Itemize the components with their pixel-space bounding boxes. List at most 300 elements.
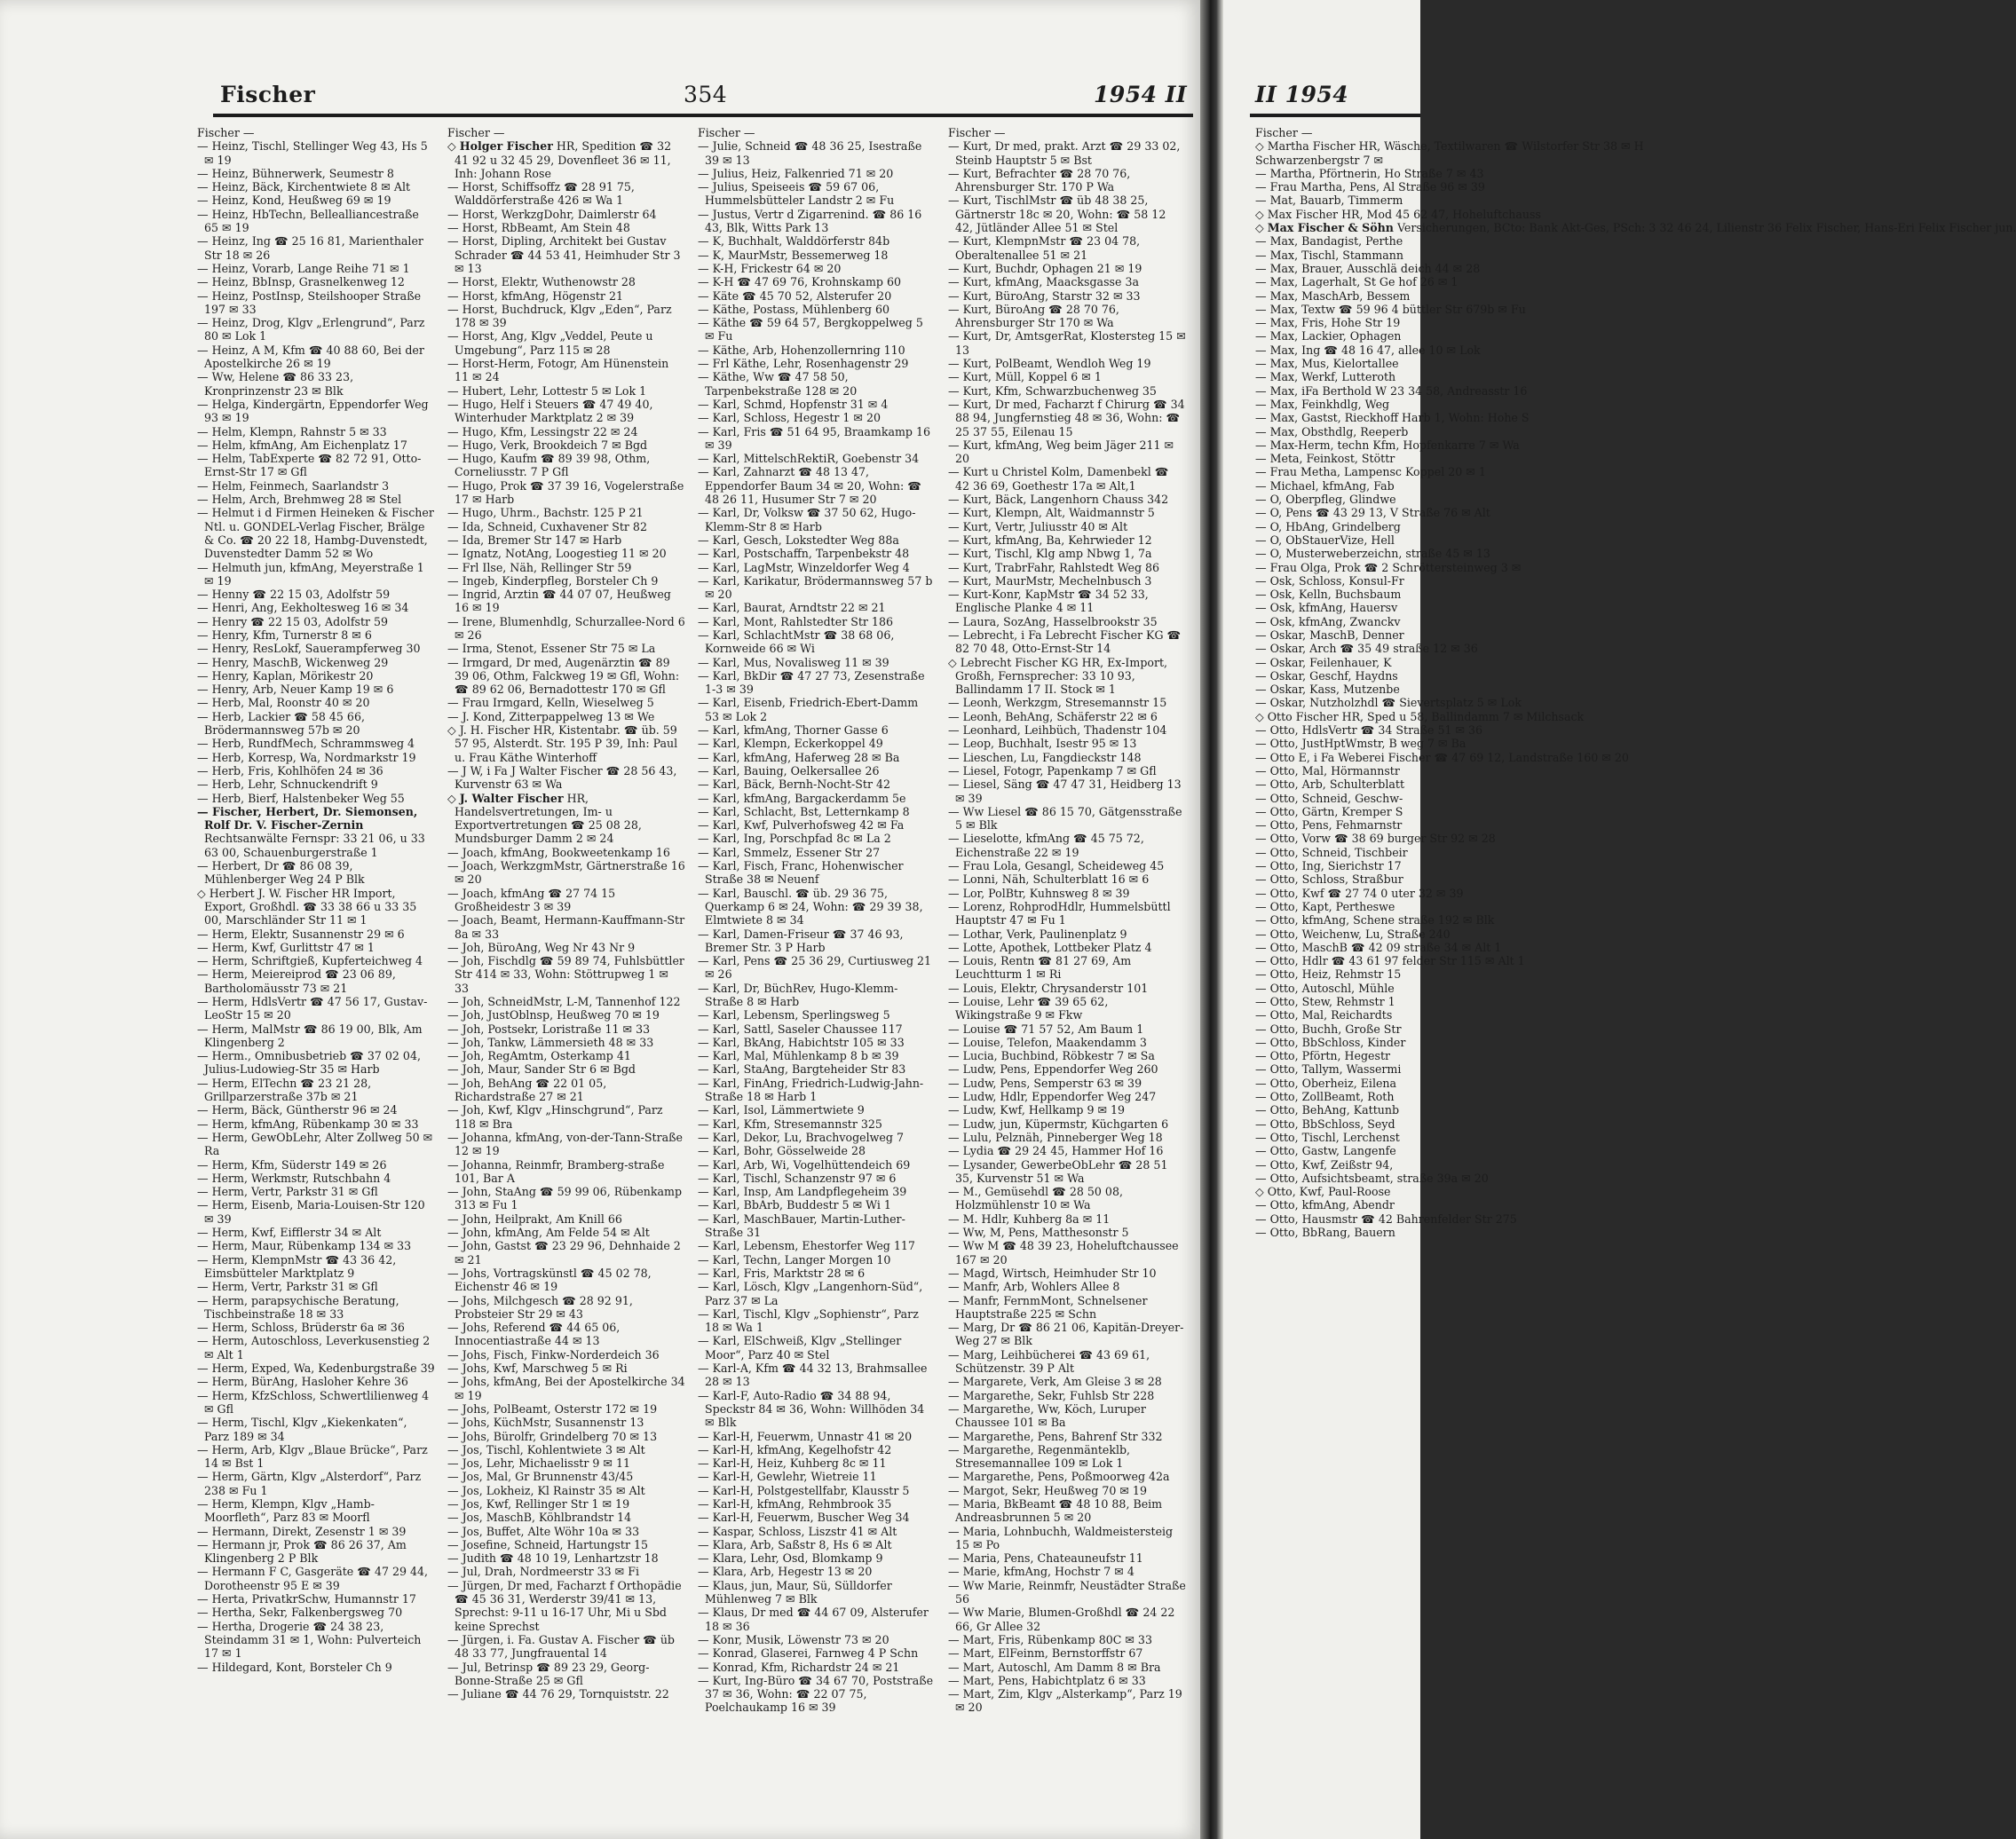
directory-entry: — O, Pens ☎ 43 29 13, V Straße 76 ✉ Alt bbox=[1255, 506, 1490, 520]
directory-entry: — Johs, PolBeamt, Osterstr 172 ✉ 19 bbox=[447, 1401, 658, 1416]
right-header-rule bbox=[1250, 114, 1420, 117]
directory-entry: — Henri, Ang, Eekholtesweg 16 ✉ 34 bbox=[197, 601, 409, 615]
directory-entry: ◇ Otto, Kwf, Paul-Roose bbox=[1255, 1185, 1391, 1199]
directory-entry: — Kurt, Vertr, Juliusstr 40 ✉ Alt bbox=[948, 519, 1128, 533]
directory-entry: — Otto, Tischl, Lerchenst bbox=[1255, 1130, 1400, 1144]
directory-entry: — Karl, Smmelz, Essener Str 27 bbox=[698, 845, 881, 859]
directory-entry: — Klara, Arb, Saßstr 8, Hs 6 ✉ Alt bbox=[698, 1537, 892, 1551]
directory-entry: — Karl, Schmd, Hopfenstr 31 ✉ 4 bbox=[698, 397, 889, 411]
directory-entry: — Jos, Buffet, Alte Wöhr 10a ✉ 33 bbox=[447, 1524, 640, 1538]
directory-entry: — Karl, Lebensm, Sperlingsweg 5 bbox=[698, 1008, 890, 1022]
directory-entry: — Michael, kfmAng, Fab bbox=[1255, 478, 1395, 493]
directory-entry: — Mat, Bauarb, Timmerm bbox=[1255, 193, 1403, 208]
book-gutter bbox=[1200, 0, 1223, 1839]
page-number: 354 bbox=[684, 82, 728, 107]
directory-entry: — Hugo, Kaufm ☎ 89 39 98, Othm, Corneliusstr. 7 P Gfl bbox=[447, 452, 651, 479]
directory-entry: — Hugo, Kfm, Lessingstr 22 ✉ 24 bbox=[447, 424, 638, 438]
directory-entry: — Margarethe, Sekr, Fuhlsb Str 228 bbox=[948, 1388, 1155, 1402]
directory-entry: — Kurt-Konr, KapMstr ☎ 34 52 33, Englische Planke 4 ✉ 11 bbox=[948, 588, 1149, 615]
directory-entry: — Herm, Eisenb, Maria-Louisen-Str 120 ✉ 39 bbox=[197, 1198, 425, 1226]
directory-entry: — Herm, Maur, Rübenkamp 134 ✉ 33 bbox=[197, 1239, 412, 1253]
directory-entry: — Otto, Schloss, Straßbur bbox=[1255, 872, 1403, 887]
directory-entry: — Leonh, Werkzgm, Stresemannstr 15 bbox=[948, 696, 1167, 710]
directory-column-3 bbox=[698, 126, 936, 1715]
directory-entry: — Meta, Feinkost, Stöttr bbox=[1255, 452, 1395, 466]
directory-entry: — Kurt, KlempnMstr ☎ 23 04 78, Oberaltenallee 51 ✉ 21 bbox=[948, 234, 1141, 262]
directory-entry: — Johs, Fisch, Finkw-Norderdeich 36 bbox=[447, 1347, 660, 1361]
directory-entry: — Otto, Vorw ☎ 38 69 burger Str 92 ✉ 28 bbox=[1255, 832, 1496, 846]
directory-entry: — Karl, Sattl, Saseler Chaussee 117 bbox=[698, 1022, 903, 1036]
directory-entry: — Max, MaschArb, Bessem bbox=[1255, 288, 1411, 303]
directory-entry: — Maria, Lohnbuchh, Waldmeistersteig 15 ✉ Po bbox=[948, 1524, 1174, 1551]
directory-entry: — Mart, Autoschl, Am Damm 8 ✉ Bra bbox=[948, 1660, 1161, 1674]
directory-entry: — Louise, Telefon, Maakendamm 3 bbox=[948, 1035, 1147, 1049]
directory-entry: — Karl, Mus, Novalisweg 11 ✉ 39 bbox=[698, 655, 889, 669]
right-page bbox=[1223, 0, 2016, 1839]
directory-entry: — Jos, Mal, Gr Brunnenstr 43/45 bbox=[447, 1470, 634, 1484]
directory-entry: — Hermann, Direkt, Zesenstr 1 ✉ 39 bbox=[197, 1524, 407, 1538]
directory-entry: — Herb, Lehr, Schnuckendrift 9 bbox=[197, 777, 378, 792]
directory-entry: — Käthe, Arb, Hohenzollernring 110 bbox=[698, 343, 905, 357]
directory-entry: — Liesel, Säng ☎ 47 47 31, Heidberg 13 ✉ 39 bbox=[948, 777, 1182, 805]
directory-entry: — Manfr, FernmMont, Schnelsener Hauptstraße 225 ✉ Schn bbox=[948, 1293, 1148, 1321]
directory-entry: — Max, Mus, Kielortallee bbox=[1255, 357, 1399, 371]
directory-entry: — Otto, Mal, Reichardts bbox=[1255, 1008, 1393, 1022]
directory-entry: — Louis, Elektr, Chrysanderstr 101 bbox=[948, 981, 1149, 995]
directory-entry: — Margarethe, Regenmänteklb, Stresemannallee 109 ✉ Lok 1 bbox=[948, 1442, 1131, 1471]
directory-entry: — Kurt, Klempn, Alt, Waidmannstr 5 bbox=[948, 506, 1155, 520]
directory-entry: — Horst, WerkzgDohr, Daimlerstr 64 bbox=[447, 207, 657, 221]
directory-entry: — Kurt, Dr med, prakt. Arzt ☎ 29 33 02, Steinb Hauptstr 5 ✉ Bst bbox=[948, 139, 1181, 167]
directory-entry: — Lor, PolBtr, Kuhnsweg 8 ✉ 39 bbox=[948, 886, 1130, 900]
directory-entry: — Otto, HdlsVertr ☎ 34 Straße 51 ✉ 36 bbox=[1255, 723, 1483, 738]
directory-entry: — Klaus, jun, Maur, Sü, Sülldorfer Mühlenweg 7 ✉ Blk bbox=[698, 1578, 892, 1606]
directory-entry: — Otto, BbSchloss, Kinder bbox=[1255, 1035, 1406, 1049]
directory-entry: — Juliane ☎ 44 76 29, Tornquiststr. 22 bbox=[447, 1687, 669, 1701]
directory-entry: — Leop, Buchhalt, Isestr 95 ✉ 13 bbox=[948, 737, 1137, 751]
directory-entry: — Karl, Mont, Rahlstedter Str 186 bbox=[698, 614, 893, 628]
directory-entry: — Kurt, BüroAng, Starstr 32 ✉ 33 bbox=[948, 288, 1141, 303]
directory-entry: — Herm, Arb, Klgv „Blaue Brücke“, Parz 14 ✉ Bst 1 bbox=[197, 1442, 428, 1471]
directory-entry: — Max, Fris, Hohe Str 19 bbox=[1255, 316, 1401, 330]
directory-entry: — Karl, Bäck, Bernh-Nocht-Str 42 bbox=[698, 777, 891, 792]
directory-entry: — Herm, HdlsVertr ☎ 47 56 17, Gustav-LeoStr 15 ✉ 20 bbox=[197, 995, 428, 1022]
directory-entry: — Helm, kfmAng, Am Eichenplatz 17 bbox=[197, 438, 407, 452]
directory-entry: — Martha, Pförtnerin, Ho Straße 7 ✉ 43 bbox=[1255, 166, 1484, 180]
directory-entry: — Otto, JustHptWmstr, B weg 7 ✉ Ba bbox=[1255, 737, 1467, 751]
directory-entry: — Otto, Oberheiz, Eilena bbox=[1255, 1076, 1397, 1090]
directory-entry: — Otto, kfmAng, Schene straße 192 ✉ Blk bbox=[1255, 913, 1495, 927]
directory-entry: — Karl, StaAng, Bargteheider Str 83 bbox=[698, 1062, 906, 1077]
directory-entry: — Herm, KfzSchloss, Schwertlilienweg 4 ✉ Gfl bbox=[197, 1388, 430, 1416]
directory-entry: — Joh, Maur, Sander Str 6 ✉ Bgd bbox=[447, 1062, 636, 1077]
directory-entry: — Karl, Arb, Wi, Vogelhüttendeich 69 bbox=[698, 1157, 911, 1172]
directory-entry: — Karl-F, Auto-Radio ☎ 34 88 94, Speckstr 84 ✉ 36, Wohn: Willhöden 34 ✉ Blk bbox=[698, 1388, 925, 1430]
directory-entry: — Kurt, Befrachter ☎ 28 70 76, Ahrensburger Str. 170 P Wa bbox=[948, 166, 1131, 194]
directory-entry: — Herm, Vertr, Parkstr 31 ✉ Gfl bbox=[197, 1185, 378, 1199]
directory-entry: — Jos, Tischl, Kohlentwiete 3 ✉ Alt bbox=[447, 1442, 645, 1456]
directory-entry: — Frl Ilse, Näh, Rellinger Str 59 bbox=[447, 560, 632, 574]
directory-entry: — Horst, Elektr, Wuthenowstr 28 bbox=[447, 275, 636, 289]
directory-entry: — Jürgen, Dr med, Facharzt f Orthopädie ☎ 45 36 31, Werderstr 39/41 ✉ 13, Sprechst: 9-11 u 16-17 Uhr, Mi u Sbd keine Sprechst bbox=[447, 1578, 682, 1633]
directory-entry: — Kurt, TischlMstr ☎ üb 48 38 25, Gärtnerstr 18c ✉ 20, Wohn: ☎ 58 12 42, Jütländer Allee 51 ✉ Stel bbox=[948, 193, 1166, 235]
directory-entry: — Fischer, Herbert, Dr. Siemonsen, Rolf Dr. V. Fischer-Zernin Rechtsanwälte Fernspr: 33 21 06, u 33 63 00, Schauenburgerstraße 1 bbox=[197, 804, 425, 859]
directory-entry: — Johs, Kwf, Marschweg 5 ✉ Ri bbox=[447, 1361, 628, 1376]
directory-entry: — Herm, Bäck, Güntherstr 96 ✉ 24 bbox=[197, 1103, 398, 1117]
directory-entry: — Max, Gastst, Rieckhoff Harb 1, Wohn: Hohe S bbox=[1255, 411, 1530, 425]
directory-entry: — Henry, MaschB, Wickenweg 29 bbox=[197, 655, 389, 669]
directory-entry: — Karl, BkDir ☎ 47 27 73, Zesenstraße 1-3 ✉ 39 bbox=[698, 668, 925, 697]
running-head-name: Fischer bbox=[220, 82, 316, 107]
directory-entry: — Karl, Klempn, Eckerkoppel 49 bbox=[698, 737, 883, 751]
directory-entry: — Lieselotte, kfmAng ☎ 45 75 72, Eichenstraße 22 ✉ 19 bbox=[948, 832, 1144, 859]
directory-entry: — Konr, Musik, Löwenstr 73 ✉ 20 bbox=[698, 1632, 889, 1646]
directory-entry: ◇ J. Walter Fischer HR, Handelsvertretungen, Im- u Exportvertretungen ☎ 25 08 28, Mundsburger Damm 2 ✉ 24 bbox=[447, 791, 642, 846]
directory-entry: — Horst, kfmAng, Högenstr 21 bbox=[447, 288, 623, 303]
directory-entry: — Konrad, Glaserei, Farnweg 4 P Schn bbox=[698, 1646, 919, 1661]
directory-entry: Fischer — bbox=[948, 126, 1006, 139]
directory-entry: — Margarethe, Pens, Poßmoorweg 42a bbox=[948, 1470, 1170, 1484]
directory-entry: — Karl-H, Heiz, Kuhberg 8c ✉ 11 bbox=[698, 1456, 887, 1471]
directory-entry: — Karl, Eisenb, Friedrich-Ebert-Damm 53 ✉ Lok 2 bbox=[698, 696, 919, 723]
directory-entry: ◇ Herbert J. W. Fischer HR Import, Export, Großhdl. ☎ 33 38 66 u 33 35 00, Marschländer Str 11 ✉ 1 bbox=[197, 886, 417, 927]
directory-entry: — Klara, Arb, Hegestr 13 ✉ 20 bbox=[698, 1565, 873, 1579]
directory-entry: — M. Hdlr, Kuhberg 8a ✉ 11 bbox=[948, 1212, 1111, 1226]
directory-entry: — Oskar, Feilenhauer, K bbox=[1255, 655, 1392, 669]
directory-entry: — Joh, BüroAng, Weg Nr 43 Nr 9 bbox=[447, 940, 636, 954]
directory-entry: — Hubert, Lehr, Lottestr 5 ✉ Lok 1 bbox=[447, 383, 647, 398]
directory-entry: — Joach, WerkzgmMstr, Gärtnerstraße 16 ✉ 20 bbox=[447, 859, 685, 887]
directory-entry: — Mart, ElFeinm, Bernstorffstr 67 bbox=[948, 1646, 1143, 1661]
directory-entry: — Otto, Hausmstr ☎ 42 Bahrenfelder Str 275 bbox=[1255, 1212, 1517, 1226]
directory-entry: — Karl, Lösch, Klgv „Langenhorn-Süd“, Parz 37 ✉ La bbox=[698, 1280, 923, 1307]
directory-entry: — Otto, Kwf ☎ 27 74 0 uter 32 ✉ 39 bbox=[1255, 886, 1464, 900]
directory-entry: — Herta, PrivatkrSchw, Humannstr 17 bbox=[197, 1592, 416, 1606]
directory-entry: — Karl, Techn, Langer Morgen 10 bbox=[698, 1252, 891, 1267]
directory-entry: — Lothar, Verk, Paulinenplatz 9 bbox=[948, 927, 1127, 941]
directory-entry: — Johs, Bürolfr, Grindelberg 70 ✉ 13 bbox=[447, 1429, 658, 1443]
directory-entry: — Jos, Lokheiz, Kl Rainstr 35 ✉ Alt bbox=[447, 1483, 645, 1497]
directory-entry: — Max, Feinkhdlg, Weg bbox=[1255, 397, 1390, 411]
directory-entry: — Klaus, Dr med ☎ 44 67 09, Alsterufer 18 ✉ 36 bbox=[698, 1606, 929, 1633]
directory-entry: — Johs, Referend ☎ 44 65 06, Innocentiastraße 44 ✉ 13 bbox=[447, 1321, 621, 1348]
running-head-year: 1954 II bbox=[1094, 82, 1188, 107]
directory-entry: — Karl, Gesch, Lokstedter Weg 88a bbox=[698, 533, 899, 547]
directory-entry: — Max, iFa Berthold W 23 34 58, Andreasstr 16 bbox=[1255, 383, 1528, 398]
directory-entry: — Herm, Klempn, Klgv „Hamb-Moorfleth“, Parz 83 ✉ Moorfl bbox=[197, 1496, 375, 1525]
directory-column-right-page bbox=[1255, 126, 2016, 1240]
directory-entry: — Kurt, MaurMstr, Mechelnbusch 3 bbox=[948, 573, 1152, 588]
directory-entry: — Justus, Vertr d Zigarrenind. ☎ 86 16 43, Blk, Witts Park 13 bbox=[698, 207, 922, 235]
directory-entry: — Leonhard, Leihbüch, Thadenstr 104 bbox=[948, 723, 1167, 738]
directory-entry: — Herm, KlempnMstr ☎ 43 36 42, Eimsbütteler Marktplatz 9 bbox=[197, 1252, 397, 1280]
directory-entry: — Karl, Zahnarzt ☎ 48 13 47, Eppendorfer Baum 34 ✉ 20, Wohn: ☎ 48 26 11, Husumer Str 7 ✉ 20 bbox=[698, 465, 921, 507]
directory-entry: — J W, i Fa J Walter Fischer ☎ 28 56 43, Kurvenstr 63 ✉ Wa bbox=[447, 763, 677, 792]
directory-entry: — Karl, Bauschl. ☎ üb. 29 36 75, Querkamp 6 ✉ 24, Wohn: ☎ 29 39 38, Elmtwiete 8 ✉ 34 bbox=[698, 886, 923, 927]
directory-entry: — Karl, Insp, Am Landpflegeheim 39 bbox=[698, 1185, 907, 1199]
directory-entry: — K, Buchhalt, Walddörferstr 84b bbox=[698, 234, 890, 249]
directory-entry: — Max, Brauer, Ausschlä deich 44 ✉ 28 bbox=[1255, 261, 1481, 275]
directory-entry: — Johanna, kfmAng, von-der-Tann-Straße 12 ✉ 19 bbox=[447, 1130, 683, 1158]
directory-entry: — Henny ☎ 22 15 03, Adolfstr 59 bbox=[197, 588, 391, 602]
directory-entry: — Otto, Autoschl, Mühle bbox=[1255, 981, 1395, 995]
directory-entry: — Karl, Pens ☎ 25 36 29, Curtiusweg 21 ✉ 26 bbox=[698, 954, 932, 982]
directory-entry: — Oskar, Arch ☎ 35 49 straße 12 ✉ 36 bbox=[1255, 642, 1478, 656]
directory-entry: — Helm, Arch, Brehmweg 28 ✉ Stel bbox=[197, 493, 402, 507]
directory-entry: — Otto, Pförtn, Hegestr bbox=[1255, 1049, 1391, 1063]
directory-entry: — Karl, Tischl, Schanzenstr 97 ✉ 6 bbox=[698, 1171, 897, 1185]
directory-entry: — Herm, Kfm, Süderstr 149 ✉ 26 bbox=[197, 1157, 387, 1172]
directory-entry: — Jos, Lehr, Michaelisstr 9 ✉ 11 bbox=[447, 1456, 630, 1471]
directory-entry: — Karl, Dr, BüchRev, Hugo-Klemm-Straße 8 ✉ Harb bbox=[698, 981, 898, 1008]
directory-entry: — Henry, Kaplan, Mörikestr 20 bbox=[197, 668, 374, 683]
directory-entry: — Kurt, Tischl, Klg amp Nbwg 1, 7a bbox=[948, 547, 1152, 561]
directory-entry: — John, Heilprakt, Am Knill 66 bbox=[447, 1212, 622, 1226]
directory-entry: — Otto E, i Fa Weberei Fischer ☎ 47 69 12, Landstraße 160 ✉ 20 bbox=[1255, 750, 1629, 764]
directory-entry: — Oskar, Kass, Mutzenbe bbox=[1255, 683, 1400, 697]
directory-entry: — Johanna, Reinmfr, Bramberg-straße 101, Bar A bbox=[447, 1157, 665, 1185]
directory-entry: — Max, Lagerhalt, St Ge hof 26 ✉ 1 bbox=[1255, 275, 1459, 289]
directory-entry: — Karl, Bohr, Gösselweide 28 bbox=[698, 1144, 866, 1158]
directory-entry: — Karl-A, Kfm ☎ 44 32 13, Brahmsallee 28 ✉ 13 bbox=[698, 1361, 928, 1389]
directory-entry: — Frau Lola, Gesangl, Scheideweg 45 bbox=[948, 859, 1165, 873]
directory-entry: — Margarethe, Ww, Köch, Luruper Chaussee 101 ✉ Ba bbox=[948, 1401, 1146, 1430]
directory-entry: — Karl, BbArb, Buddestr 5 ✉ Wi 1 bbox=[698, 1198, 891, 1212]
directory-entry: — John, StaAng ☎ 59 99 06, Rübenkamp 313 ✉ Fu 1 bbox=[447, 1185, 683, 1212]
directory-entry: — Mart, Fris, Rübenkamp 80C ✉ 33 bbox=[948, 1632, 1152, 1646]
directory-entry: — Maria, Pens, Chateauneufstr 11 bbox=[948, 1551, 1143, 1566]
directory-entry: — Kurt, kfmAng, Maacksgasse 3a bbox=[948, 275, 1139, 289]
directory-entry: — Osk, Kelln, Buchsbaum bbox=[1255, 588, 1402, 602]
directory-entry: — Heinz, Tischl, Stellinger Weg 43, Hs 5 ✉ 19 bbox=[197, 139, 428, 167]
directory-entry: — Ww M ☎ 48 39 23, Hoheluftchaussee 167 ✉ 20 bbox=[948, 1239, 1179, 1267]
directory-entry: — Helmut i d Firmen Heineken & Fischer Ntl. u. GONDEL-Verlag Fischer, Brälge & Co. ☎ 20 22 18, Hambg-Duvenstedt, Duvenstedter Damm 52 ✉ Wo bbox=[197, 506, 434, 561]
directory-entry: — Karl-H, kfmAng, Kegelhofstr 42 bbox=[698, 1442, 892, 1456]
directory-entry: — Max-Herm, techn Kfm, Hopfenkarre 7 ✉ Wa bbox=[1255, 438, 1520, 452]
directory-entry: — Max, Obsthdlg, Reeperb bbox=[1255, 424, 1409, 438]
directory-entry: — Laura, SozAng, Hasselbrookstr 35 bbox=[948, 614, 1158, 628]
directory-entry: — Kurt, kfmAng, Ba, Kehrwieder 12 bbox=[948, 533, 1152, 547]
directory-entry: — Heinz, Bäck, Kirchentwiete 8 ✉ Alt bbox=[197, 180, 411, 194]
directory-entry: — Helmuth jun, kfmAng, Meyerstraße 1 ✉ 19 bbox=[197, 560, 424, 588]
directory-entry: — Herm, parapsychische Beratung, Tischbeinstraße 18 ✉ 33 bbox=[197, 1293, 399, 1321]
directory-entry: — Mart, Zim, Klgv „Alsterkamp“, Parz 19 ✉ 20 bbox=[948, 1687, 1182, 1715]
directory-entry: — Otto, Mal, Hörmannstr bbox=[1255, 763, 1400, 777]
directory-entry: — Johs, Vortragskünstl ☎ 45 02 78, Eichenstr 46 ✉ 19 bbox=[447, 1266, 652, 1294]
directory-entry: — Herm, Kwf, Eifflerstr 34 ✉ Alt bbox=[197, 1226, 382, 1240]
directory-entry: — Karl, Isol, Lämmertwiete 9 bbox=[698, 1103, 865, 1117]
directory-entry: — Horst, Buchdruck, Klgv „Eden“, Parz 178 ✉ 39 bbox=[447, 302, 672, 330]
directory-entry: — Johs, KüchMstr, Susannenstr 13 bbox=[447, 1416, 644, 1430]
directory-entry: — Herm, ElTechn ☎ 23 21 28, Grillparzerstraße 37b ✉ 21 bbox=[197, 1076, 372, 1104]
directory-entry: — Käthe, Ww ☎ 47 58 50, Tarpenbekstraße 128 ✉ 20 bbox=[698, 370, 858, 398]
directory-entry: — Horst, RbBeamt, Am Stein 48 bbox=[447, 221, 630, 235]
directory-entry: — K, MaurMstr, Bessemerweg 18 bbox=[698, 248, 889, 262]
directory-entry: — John, kfmAng, Am Felde 54 ✉ Alt bbox=[447, 1226, 650, 1240]
directory-entry: — Herb, Bierf, Halstenbeker Weg 55 bbox=[197, 791, 405, 805]
directory-entry: — Herm., Omnibusbetrieb ☎ 37 02 04, Julius-Ludowieg-Str 35 ✉ Harb bbox=[197, 1049, 421, 1077]
directory-entry: — O, Musterweberzeichn, straße 45 ✉ 13 bbox=[1255, 547, 1490, 561]
directory-entry: — Maria, BkBeamt ☎ 48 10 88, Beim Andreasbrunnen 5 ✉ 20 bbox=[948, 1496, 1163, 1525]
directory-entry: — Karl-H, Feuerwm, Buscher Weg 34 bbox=[698, 1511, 910, 1525]
directory-entry: — Max, Werkf, Lutteroth bbox=[1255, 370, 1396, 384]
directory-entry: — Jul, Drah, Nordmeerstr 33 ✉ Fi bbox=[447, 1565, 639, 1579]
directory-entry: — J. Kond, Zitterpappelweg 13 ✉ We bbox=[447, 709, 655, 723]
directory-entry: ◇ J. H. Fischer HR, Kistentabr. ☎ üb. 59 57 95, Alsterdt. Str. 195 P 39, Inh: Paul u. Frau Käthe Winterhoff bbox=[447, 723, 678, 764]
directory-entry: — Otto, ZollBeamt, Roth bbox=[1255, 1090, 1395, 1104]
directory-entry: Fischer — bbox=[698, 126, 755, 139]
directory-entry: Fischer — bbox=[197, 126, 255, 139]
directory-entry: — Otto, Kapt, Pertheswe bbox=[1255, 899, 1395, 913]
directory-entry: — Otto, Stew, Rehmstr 1 bbox=[1255, 995, 1395, 1008]
directory-entry: — Ww Marie, Blumen-Großhdl ☎ 24 22 66, Gr Allee 32 bbox=[948, 1606, 1175, 1633]
directory-entry: — Otto, Arb, Schulterblatt bbox=[1255, 777, 1404, 792]
directory-entry: — Margot, Sekr, Heußweg 70 ✉ 19 bbox=[948, 1483, 1147, 1497]
directory-entry: — Karl, Mal, Mühlenkamp 8 b ✉ 39 bbox=[698, 1049, 899, 1063]
directory-entry: — Otto, Schneid, Geschw- bbox=[1255, 791, 1403, 805]
directory-entry: — Ludw, Pens, Semperstr 63 ✉ 39 bbox=[948, 1076, 1142, 1090]
directory-entry: — Henry ☎ 22 15 03, Adolfstr 59 bbox=[197, 614, 389, 628]
directory-entry: — Ignatz, NotAng, Loogestieg 11 ✉ 20 bbox=[447, 547, 667, 561]
directory-entry: — Helga, Kindergärtn, Eppendorfer Weg 93 ✉ 19 bbox=[197, 397, 429, 425]
directory-entry: — Otto, Ing, Sierichstr 17 bbox=[1255, 859, 1402, 873]
directory-entry: — Margarete, Verk, Am Gleise 3 ✉ 28 bbox=[948, 1375, 1162, 1389]
directory-entry: — Oskar, Geschf, Haydns bbox=[1255, 668, 1398, 683]
directory-entry: — Hugo, Uhrm., Bachstr. 125 P 21 bbox=[447, 506, 644, 520]
directory-entry: — Louis, Rentn ☎ 81 27 69, Am Leuchtturm 1 ✉ Ri bbox=[948, 954, 1132, 982]
directory-entry: — Josefine, Schneid, Hartungstr 15 bbox=[447, 1537, 648, 1551]
directory-entry: — K-H ☎ 47 69 76, Krohnskamp 60 bbox=[698, 275, 901, 289]
directory-entry: — Otto, Heiz, Rehmstr 15 bbox=[1255, 967, 1402, 982]
directory-entry: — Ww, Helene ☎ 86 33 23, Kronprinzenstr 23 ✉ Blk bbox=[197, 370, 354, 398]
directory-entry: — Horst, Dipling, Architekt bei Gustav Schrader ☎ 44 53 41, Heimhuder Str 3 ✉ 13 bbox=[447, 234, 681, 275]
directory-entry: — Frl Käthe, Lehr, Rosenhagenstr 29 bbox=[698, 357, 909, 371]
directory-entry: — Irmgard, Dr med, Augenärztin ☎ 89 39 06, Othm, Falckweg 19 ✉ Gfl, Wohn: ☎ 89 62 06, Bernadottestr 170 ✉ Gfl bbox=[447, 655, 680, 697]
directory-entry: — Julie, Schneid ☎ 48 36 25, Isestraße 39 ✉ 13 bbox=[698, 139, 922, 167]
directory-entry: ◇ Holger Fischer HR, Spedition ☎ 32 41 92 u 32 45 29, Dovenfleet 36 ✉ 11, Inh: Johann Rose bbox=[447, 139, 672, 180]
directory-entry: Fischer — bbox=[447, 126, 505, 139]
directory-entry: — Joach, kfmAng ☎ 27 74 15 Großheidestr 3 ✉ 39 bbox=[447, 886, 616, 913]
directory-entry: — Karl, kfmAng, Thorner Gasse 6 bbox=[698, 723, 889, 738]
directory-entry: — Käte ☎ 45 70 52, Alsterufer 20 bbox=[698, 288, 892, 303]
directory-entry: — Otto, Buchh, Große Str bbox=[1255, 1022, 1402, 1036]
directory-entry: — Otto, kfmAng, Abendr bbox=[1255, 1198, 1395, 1212]
directory-entry: — Kurt, Buchdr, Ophagen 21 ✉ 19 bbox=[948, 261, 1142, 275]
directory-entry: — Karl-H, kfmAng, Rehmbrook 35 bbox=[698, 1496, 892, 1511]
directory-entry: — John, Gastst ☎ 23 29 96, Dehnhaide 2 ✉ 21 bbox=[447, 1239, 681, 1267]
directory-entry: — Oskar, Nutzholzhdl ☎ Sievertsplatz 5 ✉ Lok bbox=[1255, 696, 1522, 710]
directory-entry: — Margarethe, Pens, Bahrenf Str 332 bbox=[948, 1429, 1163, 1443]
directory-entry: — Herm, MalMstr ☎ 86 19 00, Blk, Am Klingenberg 2 bbox=[197, 1022, 423, 1049]
directory-entry: — Osk, kfmAng, Hauersv bbox=[1255, 601, 1398, 615]
directory-entry: — Leonh, BehAng, Schäferstr 22 ✉ 6 bbox=[948, 709, 1158, 723]
directory-entry: — Hertha, Sekr, Falkenbergsweg 70 bbox=[197, 1606, 403, 1620]
directory-entry: — Heinz, Bühnerwerk, Seumestr 8 bbox=[197, 166, 394, 180]
directory-entry: ◇ Max Fischer HR, Mod 45 62 47, Hoheluftchauss bbox=[1255, 207, 1541, 221]
directory-entry: — Lotte, Apothek, Lottbeker Platz 4 bbox=[948, 940, 1152, 954]
directory-entry: Schwarzenbergstr 7 ✉ bbox=[1255, 153, 1384, 167]
directory-entry: — Karl, Kfm, Stresemannstr 325 bbox=[698, 1117, 882, 1131]
directory-entry: — Jul, Betrinsp ☎ 89 23 29, Georg-Bonne-Straße 25 ✉ Gfl bbox=[447, 1660, 650, 1687]
directory-entry: — Herm, Werkmstr, Rutschbahn 4 bbox=[197, 1171, 391, 1185]
directory-entry: — Joh, RegAmtm, Osterkamp 41 bbox=[447, 1049, 631, 1063]
directory-entry: — Jos, MaschB, Köhlbrandstr 14 bbox=[447, 1511, 632, 1525]
directory-entry: — Lorenz, RohprodHdlr, Hummelsbüttl Hauptstr 47 ✉ Fu 1 bbox=[948, 899, 1171, 927]
directory-entry: ◇ Otto Fischer HR, Sped u 58, Ballindamm 7 ✉ Milchsack bbox=[1255, 709, 1585, 723]
directory-entry: — Herm, Tischl, Klgv „Kiekenkaten“, Parz 189 ✉ 34 bbox=[197, 1416, 407, 1443]
directory-entry: — Otto, BbSchloss, Seyd bbox=[1255, 1117, 1395, 1131]
directory-entry: — Otto, Gärtn, Kremper S bbox=[1255, 804, 1403, 818]
directory-entry: — Otto, BbRang, Bauern bbox=[1255, 1226, 1395, 1240]
directory-entry: — Ida, Schneid, Cuxhavener Str 82 bbox=[447, 519, 647, 533]
directory-entry: — Kurt, PolBeamt, Wendloh Weg 19 bbox=[948, 357, 1151, 371]
directory-entry: — Karl, Karikatur, Brödermannsweg 57 b ✉ 20 bbox=[698, 573, 933, 602]
directory-entry: — Ludw, jun, Küpermstr, Küchgarten 6 bbox=[948, 1117, 1169, 1131]
directory-entry: — Karl, Ing, Porschpfad 8c ✉ La 2 bbox=[698, 832, 891, 846]
directory-entry: — Lulu, Pelznäh, Pinneberger Weg 18 bbox=[948, 1130, 1163, 1144]
directory-entry: — Karl, Baurat, Arndtstr 22 ✉ 21 bbox=[698, 601, 886, 615]
directory-column-4 bbox=[948, 126, 1186, 1715]
directory-entry: — Joh, JustOblnsp, Heußweg 70 ✉ 19 bbox=[447, 1008, 660, 1022]
directory-entry: — Joh, Kwf, Klgv „Hinschgrund“, Parz 118 ✉ Bra bbox=[447, 1103, 663, 1131]
directory-entry: — Manfr, Arb, Wohlers Allee 8 bbox=[948, 1280, 1120, 1294]
directory-entry: — Otto, Schneid, Tischbeir bbox=[1255, 845, 1408, 859]
directory-entry: — Karl, Schlacht, Bst, Letternkamp 8 bbox=[698, 804, 910, 818]
directory-entry: — Marg, Leihbücherei ☎ 43 69 61, Schützenstr. 39 P Alt bbox=[948, 1347, 1150, 1376]
directory-entry: — Konrad, Kfm, Richardstr 24 ✉ 21 bbox=[698, 1660, 900, 1674]
directory-entry: — Lydia ☎ 29 24 45, Hammer Hof 16 bbox=[948, 1144, 1164, 1158]
directory-entry: — Magd, Wirtsch, Heimhuder Str 10 bbox=[948, 1266, 1157, 1280]
directory-entry: — Heinz, HbTechn, Bellealliancestraße 65 ✉ 19 bbox=[197, 207, 419, 235]
directory-entry: — Judith ☎ 48 10 19, Lenhartzstr 18 bbox=[447, 1551, 659, 1566]
directory-entry: — Herb, Korresp, Wa, Nordmarkstr 19 bbox=[197, 750, 416, 764]
directory-entry: — Heinz, PostInsp, Steilshooper Straße 197 ✉ 33 bbox=[197, 288, 422, 316]
directory-entry: — Ludw, Kwf, Hellkamp 9 ✉ 19 bbox=[948, 1103, 1126, 1117]
directory-entry: — Helm, Feinmech, Saarlandstr 3 bbox=[197, 478, 390, 493]
directory-entry: — Jürgen, i. Fa. Gustav A. Fischer ☎ üb 48 33 77, Jungfrauental 14 bbox=[447, 1632, 675, 1661]
directory-entry: — Herm, Vertr, Parkstr 31 ✉ Gfl bbox=[197, 1280, 378, 1294]
directory-entry: — M., Gemüsehdl ☎ 28 50 08, Holzmühlenstr 10 ✉ Wa bbox=[948, 1185, 1123, 1212]
directory-entry: — Karl, Bauing, Oelkersallee 26 bbox=[698, 763, 880, 777]
directory-entry: — Ww Marie, Reinmfr, Neustädter Straße 56 bbox=[948, 1578, 1186, 1606]
directory-entry: — Herb, Mal, Roonstr 40 ✉ 20 bbox=[197, 696, 370, 710]
directory-entry: — Herb, RundfMech, Schrammsweg 4 bbox=[197, 737, 415, 751]
directory-entry: — Herb, Lackier ☎ 58 45 66, Brödermannsweg 57b ✉ 20 bbox=[197, 709, 365, 738]
directory-entry: — Joh, Fischdlg ☎ 59 89 74, Fuhlsbüttler Str 414 ✉ 33, Wohn: Stöttrupweg 1 ✉ 33 bbox=[447, 954, 684, 995]
directory-entry: — Max, Lackier, Ophagen bbox=[1255, 329, 1402, 343]
directory-entry: — Lucia, Buchbind, Röbkestr 7 ✉ Sa bbox=[948, 1049, 1155, 1063]
directory-entry: — Karl, Tischl, Klgv „Sophienstr“, Parz 18 ✉ Wa 1 bbox=[698, 1306, 919, 1335]
directory-column-2 bbox=[447, 126, 685, 1701]
directory-column-1 bbox=[197, 126, 435, 1674]
directory-entry: — Kurt, TrabrFahr, Rahlstedt Weg 86 bbox=[948, 560, 1160, 574]
directory-entry: — Otto, BehAng, Kattunb bbox=[1255, 1103, 1400, 1117]
directory-entry: — Kurt, Dr, AmtsgerRat, Klostersteg 15 ✉ 13 bbox=[948, 329, 1186, 357]
directory-entry: — Otto, Pens, Fehmarnstr bbox=[1255, 818, 1403, 833]
directory-entry: ◇ Max Fischer & Söhn Versicherungen, BCto: Bank Akt-Ges, PSch: 3 32 46 24, Lilienstr 36 Felix Fischer, Hans-Eri Felix Fischer jun. bbox=[1255, 221, 2016, 235]
directory-entry: — Helm, TabExperte ☎ 82 72 91, Otto-Ernst-Str 17 ✉ Gfl bbox=[197, 452, 422, 479]
directory-entry: — Julius, Heiz, Falkenried 71 ✉ 20 bbox=[698, 166, 894, 180]
directory-entry: — Frau Olga, Prok ☎ 2 Schröttersteinweg 3 ✉ bbox=[1255, 560, 1522, 574]
header-rule bbox=[213, 114, 1193, 117]
directory-entry: — Hildegard, Kont, Borsteler Ch 9 bbox=[197, 1660, 392, 1674]
directory-entry: — Karl, Fisch, Franc, Hohenwischer Straße 38 ✉ Neuenf bbox=[698, 859, 904, 887]
directory-entry: — Marie, kfmAng, Hochstr 7 ✉ 4 bbox=[948, 1565, 1134, 1579]
directory-entry: — Henry, Arb, Neuer Kamp 19 ✉ 6 bbox=[197, 683, 394, 697]
directory-entry: — Kaspar, Schloss, Liszstr 41 ✉ Alt bbox=[698, 1524, 897, 1538]
directory-entry: — Karl, Fris ☎ 51 64 95, Braamkamp 16 ✉ 39 bbox=[698, 424, 931, 452]
directory-entry: — Julius, Speiseeis ☎ 59 67 06, Hummelsbütteler Landstr 2 ✉ Fu bbox=[698, 180, 895, 208]
